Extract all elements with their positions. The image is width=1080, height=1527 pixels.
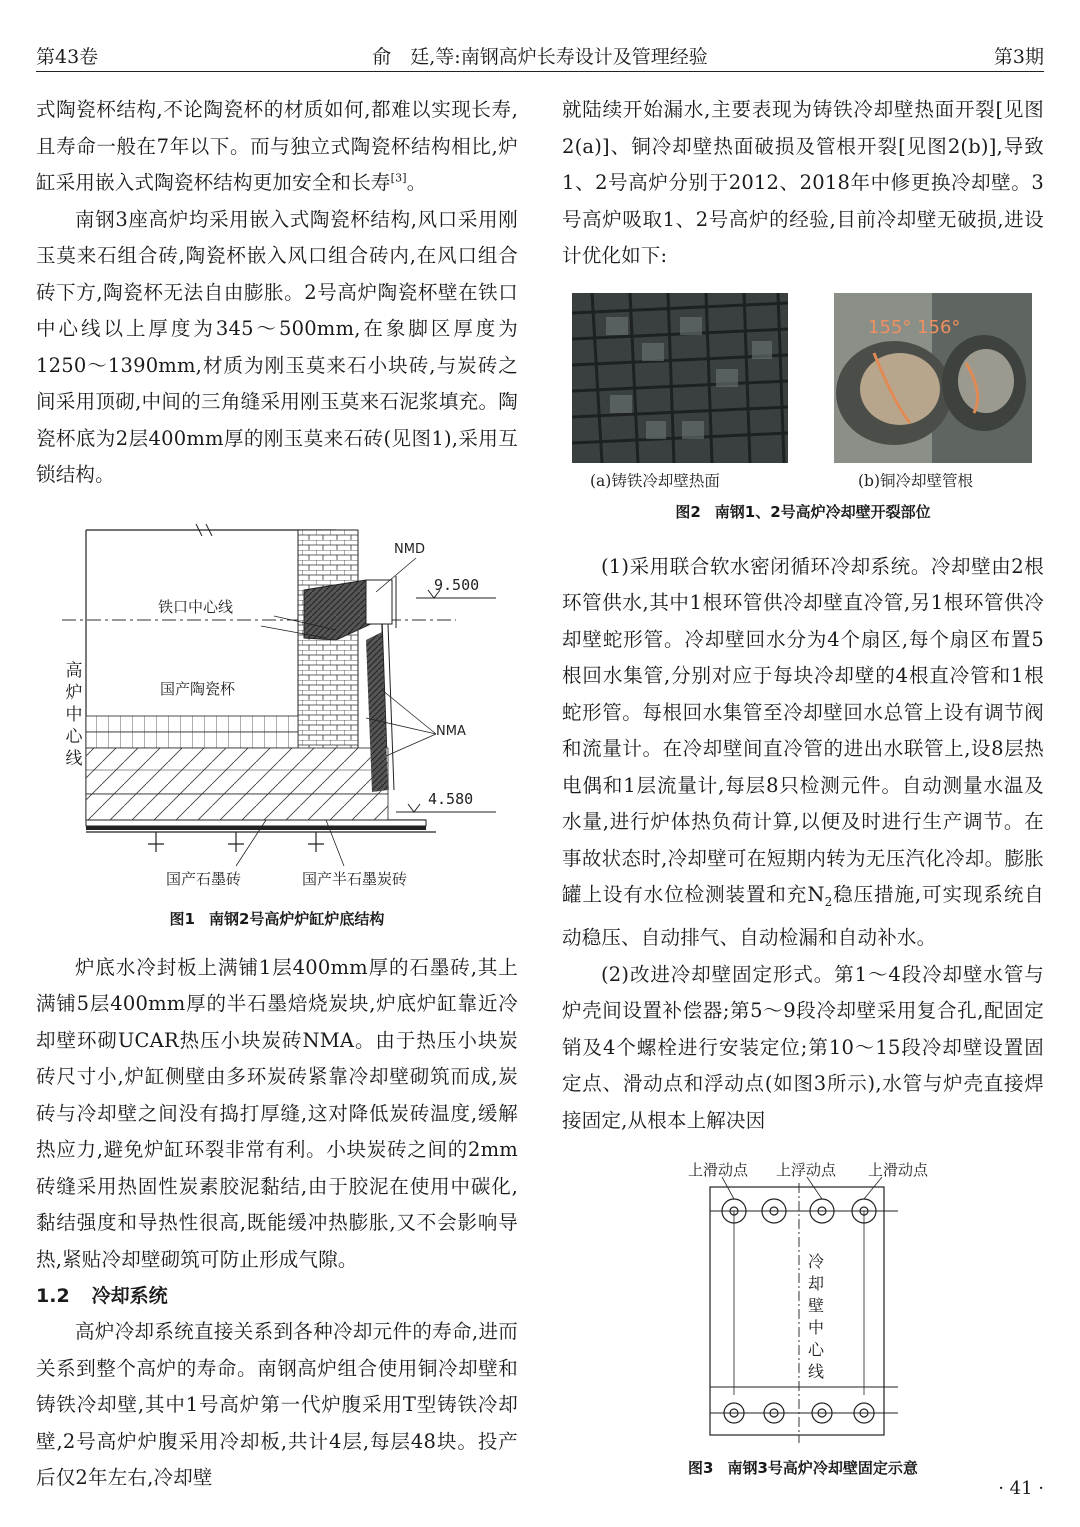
- paragraph: 南钢3座高炉均采用嵌入式陶瓷杯结构,风口采用刚玉莫来石组合砖,陶瓷杯嵌入风口组合砖内,在风口组合砖下方,陶瓷杯无法自由膨胀。2号高炉陶瓷杯壁在铁口中心线以上厚度为345～500mm,在象脚区厚度为1250～1390mm,材质为刚玉莫来石小块砖,与炭砖之间采用顶砌,中间的三角缝采用刚玉莫来石泥浆填充。陶瓷杯底为2层400mm厚的刚玉莫来石砖(见图1),采用互锁结构。: [36, 207, 518, 486]
- label-furnace-centerline: 高炉中心线: [65, 660, 83, 769]
- figure-2-caption: [562, 501, 1044, 522]
- running-header: [36, 40, 1044, 72]
- paragraph-text: 。: [406, 171, 427, 194]
- paragraph: [36, 92, 518, 202]
- photo-annotation-marks: 155° 156°: [868, 316, 961, 338]
- section-heading: [36, 1278, 518, 1314]
- figure-1: [36, 520, 518, 940]
- paragraph-text: N: [807, 883, 825, 906]
- paragraph: 高炉冷却系统直接关系到各种冷却元件的寿命,进而关系到整个高炉的寿命。南钢高炉组合使用铜冷却壁和铸铁冷却壁,其中1号高炉第一代炉腹采用T型铸铁冷却壁,2号高炉炉腹采用冷却板,共计4层,每层48块。投产后仅2年左右,冷却壁: [36, 1320, 518, 1489]
- label-elevation-9500: 9.500: [434, 575, 480, 594]
- paragraph: (2)改进冷却壁固定形式。第1～4段冷却壁水管与炉壳间设置补偿器;第5～9段冷却壁采用复合孔,配固定销及4个螺栓进行安装定位;第10～15段冷却壁设置固定点、滑动点和浮动点(如图3所示),水管与炉壳直接焊接固定,从根本上解决因: [562, 962, 1044, 1132]
- paragraph: 就陆续开始漏水,主要表现为铸铁冷却壁热面开裂[见图2(a)]、铜冷却壁热面破损及管根开裂[见图2(b)],导致1、2号高炉分别于2012、2018年中修更换冷却壁。3号高炉吸取1、2号高炉的经验,目前冷却壁无破损,进设计优化如下:: [562, 98, 1044, 267]
- figure-number: 图1: [169, 909, 195, 928]
- stave-fixing-diagram: [562, 1153, 1044, 1449]
- subcaption-b: (b)铜冷却壁管根: [858, 471, 974, 490]
- figure-2: [562, 287, 1044, 549]
- figure-number: 图2: [675, 502, 701, 521]
- paragraph-text: 稳压措施,可实现系统自动稳压、自动排气、自动检漏和自动补水。: [562, 883, 1044, 950]
- label-upper-floating-point: 上浮动点: [776, 1161, 837, 1180]
- page-number: · 41 ·: [998, 1478, 1044, 1499]
- right-column: [562, 92, 1044, 1493]
- label-graphite-brick: 国产石墨砖: [166, 869, 242, 888]
- caption-text: 南钢2号高炉炉缸炉底结构: [208, 909, 385, 928]
- paragraph: 炉底水冷封板上满铺1层400mm厚的石墨砖,其上满铺5层400mm厚的半石墨焙烧炭块,炉底炉缸靠近冷却壁环砌UCAR热压小块炭砖NMA。由于热压小块炭砖尺寸小,炉缸侧壁由多环炭砖紧靠冷却壁砌筑而成,炭砖与冷却壁之间没有捣打厚缝,这对降低炭砖温度,缓解热应力,避免炉缸环裂非常有利。小块炭砖之间的2mm砖缝采用热固性炭素胶泥黏结,由于胶泥在使用中碳化,黏结强度和导热性很高,既能缓冲热膨胀,又不会影响导热,紧贴冷却壁砌筑可防止形成气隙。: [36, 955, 518, 1271]
- label-taphole-centerline: 铁口中心线: [158, 597, 234, 616]
- photo-cast-iron-stave: [572, 293, 788, 463]
- paragraph: [562, 549, 1044, 957]
- section-number: 1.2: [36, 1285, 70, 1307]
- figure-number: 图3: [688, 1459, 714, 1478]
- paragraph-text: (1)采用联合软水密闭循环冷却系统。冷却壁由2根环管供水,其中1根环管供冷却壁直冷管,另1根环管供冷却壁蛇形管。冷却壁回水分为4个扇区,每个扇区布置5根回水集管,分别对应于每块冷却壁的4根直冷管和1根蛇形管。每根回水集管至冷却壁回水总管上设有调节阀和流量计。在冷却壁间直冷管的进出水联管上,设8层热电偶和1层流量计,每层8只检测元件。自动测量水温及水量,进行炉体热负荷计算,以便及时进行生产调节。在事故状态时,冷却壁可在短期内转为无压汽化冷却。膨胀罐上设有水位检测装置和充: [562, 554, 1044, 906]
- label-ceramic-cup: 国产陶瓷杯: [160, 679, 236, 698]
- subcaption-a: (a)铸铁冷却壁热面: [590, 471, 720, 490]
- label-elevation-4580: 4.580: [428, 789, 474, 808]
- article-running-title: 俞 廷,等:南钢高炉长寿设计及管理经验: [372, 46, 708, 68]
- citation-ref[interactable]: [3]: [390, 171, 407, 185]
- label-semi-graphite-brick: 国产半石墨炭砖: [302, 869, 408, 888]
- caption-text: 南钢1、2号高炉冷却壁开裂部位: [714, 502, 931, 521]
- label-nma: NMA: [436, 723, 466, 739]
- volume-label: 第43卷: [36, 46, 99, 68]
- figure-3-caption: [562, 1457, 1044, 1478]
- label-stave-centerline: 冷却壁中心线: [807, 1252, 824, 1382]
- photo-copper-stave-pipe-root: [834, 293, 1032, 463]
- subscript: 2: [824, 894, 833, 909]
- paragraph-text: 式陶瓷杯结构,不论陶瓷杯的材质如何,都难以实现长寿,且寿命一般在7年以下。而与独立式陶瓷杯结构相比,炉缸采用嵌入式陶瓷杯结构更加安全和长寿: [36, 98, 518, 194]
- left-column: [36, 92, 518, 1497]
- section-title-text: 冷却系统: [91, 1285, 168, 1307]
- label-nmd: NMD: [394, 541, 425, 557]
- issue-label: 第3期: [993, 46, 1044, 68]
- caption-text: 南钢3号高炉冷却壁固定示意: [727, 1459, 918, 1478]
- label-upper-sliding-point-right: 上滑动点: [868, 1161, 929, 1180]
- label-upper-sliding-point-left: 上滑动点: [688, 1161, 749, 1180]
- figure-3: [562, 1153, 1044, 1493]
- figure-1-caption: [36, 908, 518, 929]
